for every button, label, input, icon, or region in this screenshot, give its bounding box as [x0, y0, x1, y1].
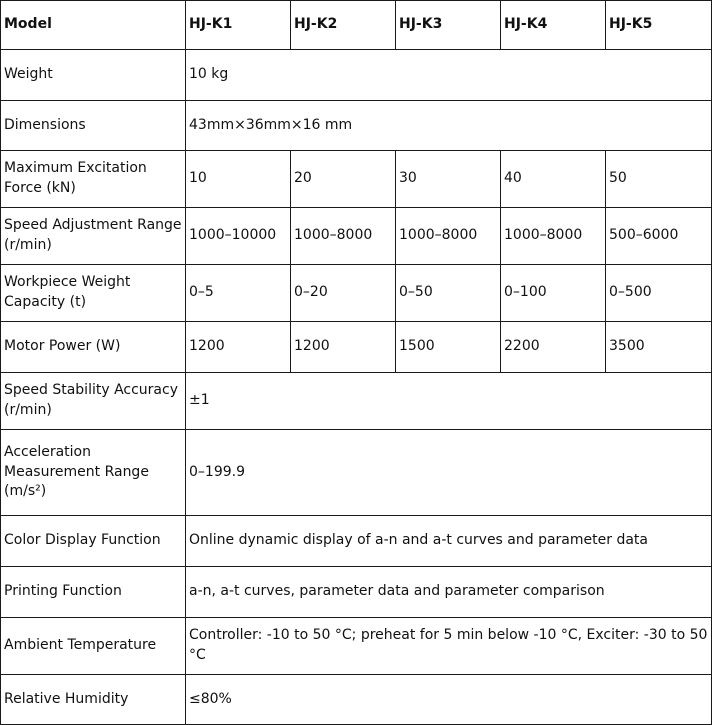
row-value-printing: a-n, a-t curves, parameter data and parameter comparison [186, 567, 712, 618]
table-row-dimensions [1, 101, 712, 151]
row-label-speed-range: Speed Adjustment Range (r/min) [1, 208, 186, 265]
cell-motor-hj-k2: 1200 [291, 322, 396, 373]
cell-speed-hj-k5: 500–6000 [606, 208, 712, 265]
cell-motor-hj-k1: 1200 [186, 322, 291, 373]
table-row-printing [1, 567, 712, 618]
row-label-workpiece-capacity: Workpiece Weight Capacity (t) [1, 265, 186, 322]
cell-force-hj-k5: 50 [606, 151, 712, 208]
header-cell-hj-k2: HJ-K2 [291, 1, 396, 50]
table-row-relative-humidity [1, 675, 712, 725]
cell-capacity-hj-k2: 0–20 [291, 265, 396, 322]
cell-speed-hj-k4: 1000–8000 [501, 208, 606, 265]
header-cell-model: Model [1, 1, 186, 50]
row-label-speed-stability: Speed Stability Accuracy (r/min) [1, 373, 186, 430]
row-label-ambient-temperature: Ambient Temperature [1, 618, 186, 675]
cell-speed-hj-k1: 1000–10000 [186, 208, 291, 265]
row-value-color-display: Online dynamic display of a-n and a-t curves and parameter data [186, 516, 712, 567]
row-label-color-display: Color Display Function [1, 516, 186, 567]
header-cell-hj-k3: HJ-K3 [396, 1, 501, 50]
row-value-relative-humidity: ≤80% [186, 675, 712, 725]
row-value-ambient-temperature: Controller: -10 to 50 °C; preheat for 5 min below -10 °C, Exciter: -30 to 50 °C [186, 618, 712, 675]
row-value-weight: 10 kg [186, 50, 712, 101]
cell-capacity-hj-k5: 0–500 [606, 265, 712, 322]
row-label-printing: Printing Function [1, 567, 186, 618]
row-value-speed-stability: ±1 [186, 373, 712, 430]
cell-motor-hj-k3: 1500 [396, 322, 501, 373]
header-cell-hj-k5: HJ-K5 [606, 1, 712, 50]
cell-force-hj-k1: 10 [186, 151, 291, 208]
row-label-weight: Weight [1, 50, 186, 101]
row-label-excitation-force: Maximum Excitation Force (kN) [1, 151, 186, 208]
table-header-row [1, 1, 712, 50]
row-label-dimensions: Dimensions [1, 101, 186, 151]
table-row-acceleration-range [1, 430, 712, 516]
row-label-relative-humidity: Relative Humidity [1, 675, 186, 725]
header-cell-hj-k1: HJ-K1 [186, 1, 291, 50]
cell-capacity-hj-k3: 0–50 [396, 265, 501, 322]
row-value-dimensions: 43mm×36mm×16 mm [186, 101, 712, 151]
header-cell-hj-k4: HJ-K4 [501, 1, 606, 50]
table-row-weight [1, 50, 712, 101]
cell-motor-hj-k4: 2200 [501, 322, 606, 373]
row-label-motor-power: Motor Power (W) [1, 322, 186, 373]
table-row-excitation-force [1, 151, 712, 208]
table-row-speed-stability [1, 373, 712, 430]
cell-force-hj-k2: 20 [291, 151, 396, 208]
row-value-acceleration-range: 0–199.9 [186, 430, 712, 516]
cell-speed-hj-k3: 1000–8000 [396, 208, 501, 265]
cell-speed-hj-k2: 1000–8000 [291, 208, 396, 265]
table-row-ambient-temperature [1, 618, 712, 675]
cell-motor-hj-k5: 3500 [606, 322, 712, 373]
cell-force-hj-k3: 30 [396, 151, 501, 208]
table-row-motor-power [1, 322, 712, 373]
table-row-workpiece-capacity [1, 265, 712, 322]
table-row-color-display [1, 516, 712, 567]
cell-capacity-hj-k4: 0–100 [501, 265, 606, 322]
table-row-speed-range [1, 208, 712, 265]
row-label-acceleration-range: Acceleration Measurement Range (m/s²) [1, 430, 186, 516]
cell-force-hj-k4: 40 [501, 151, 606, 208]
cell-capacity-hj-k1: 0–5 [186, 265, 291, 322]
